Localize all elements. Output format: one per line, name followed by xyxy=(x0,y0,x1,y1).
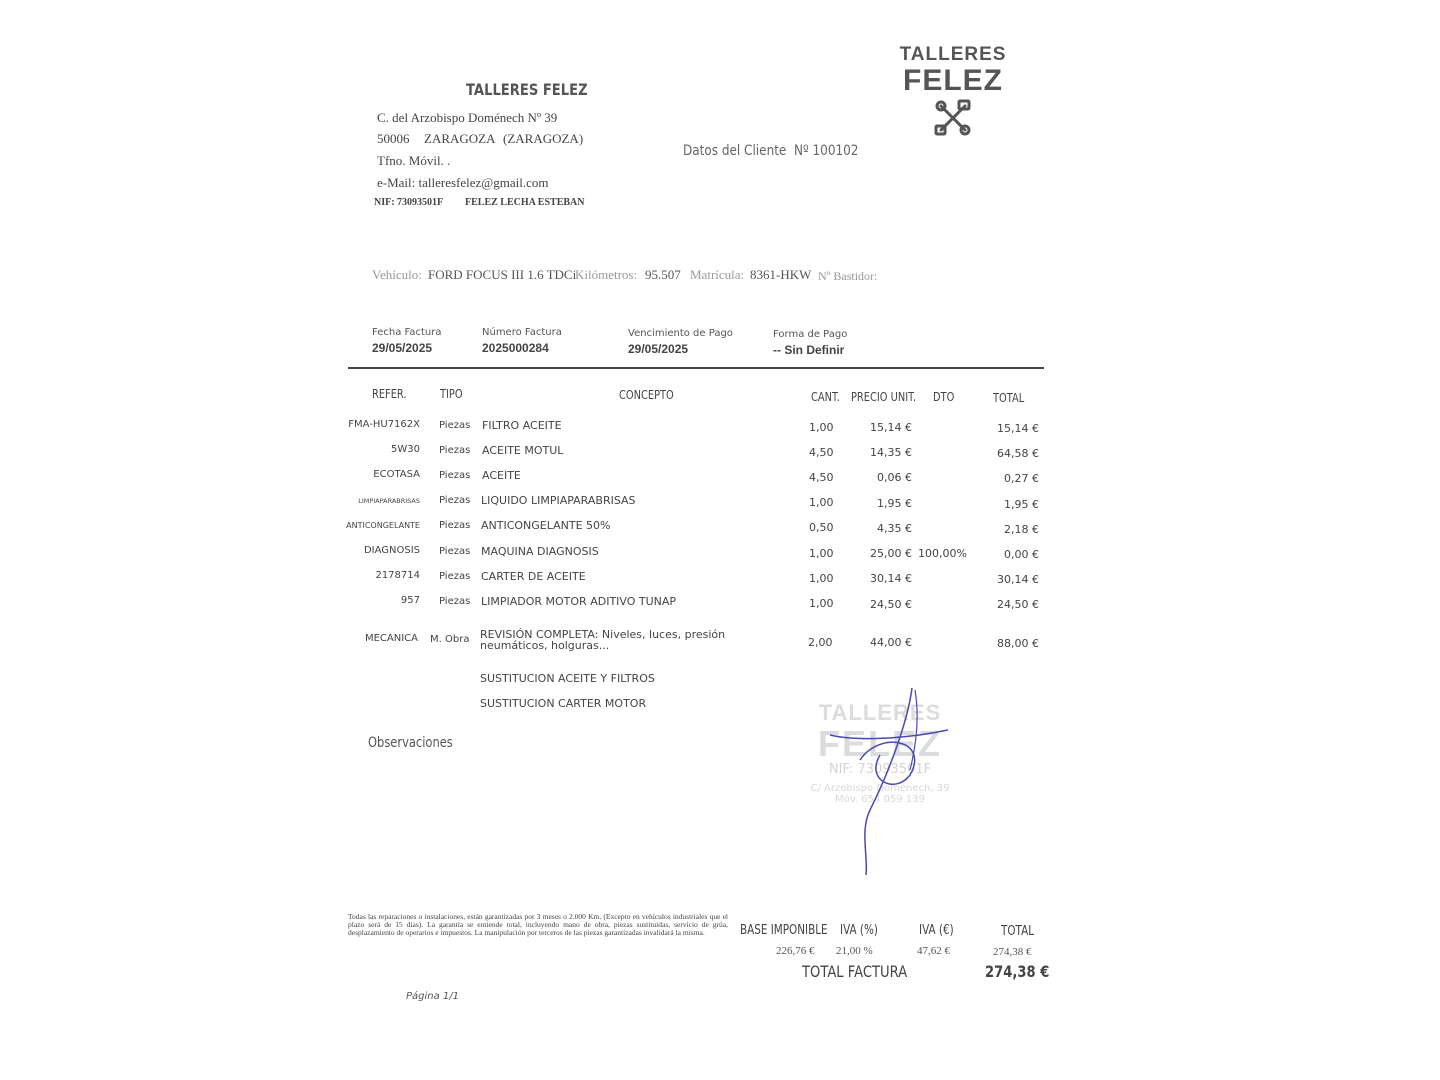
row-concepto: REVISIÓN COMPLETA: Niveles, luces, presión neumáticos, holguras... xyxy=(480,628,726,652)
row-total: 0,27 € xyxy=(1004,472,1039,485)
row-precio: 44,00 € xyxy=(870,636,912,649)
company-email: e-Mail: talleresfelez@gmail.com xyxy=(377,175,549,190)
due-date-value: 29/05/2025 xyxy=(628,342,689,356)
total-value: 274,38 € xyxy=(993,946,1032,958)
company-phone: Tfno. Móvil. . xyxy=(377,153,451,168)
row-cant: 1,00 xyxy=(809,597,834,610)
row-precio: 14,35 € xyxy=(870,446,912,459)
row-tipo: Piezas xyxy=(439,495,471,506)
col-header-total: TOTAL xyxy=(993,391,1025,405)
row-precio: 0,06 € xyxy=(877,471,912,484)
row-tipo: Piezas xyxy=(439,571,471,582)
iva-pct-label: IVA (%) xyxy=(840,923,878,938)
row-total: 0,00 € xyxy=(1004,548,1039,561)
row-cant: 4,50 xyxy=(809,446,834,459)
row-total: 64,58 € xyxy=(997,447,1039,460)
stamp-address: C/ Arzobispo Doménech, 39 xyxy=(810,783,950,794)
page-number: Página 1/1 xyxy=(406,991,460,1002)
company-nif: NIF: 73093501F xyxy=(374,197,444,208)
plate-value: 8361-HKW xyxy=(750,267,812,282)
base-value: 226,76 € xyxy=(776,945,815,957)
row-concepto: ACEITE MOTUL xyxy=(482,444,564,457)
logo-line2: FELEZ xyxy=(903,64,1003,97)
row-ref: DIAGNOSIS xyxy=(363,545,420,556)
row-precio: 15,14 € xyxy=(870,421,912,434)
row-total: 30,14 € xyxy=(997,573,1039,586)
note-line: SUSTITUCION ACEITE Y FILTROS xyxy=(480,672,655,685)
stamp-line1: TALLERES xyxy=(818,700,942,725)
col-header-tipo: TIPO xyxy=(440,387,463,401)
row-tipo: Piezas xyxy=(439,420,471,431)
due-date-label: Vencimiento de Pago xyxy=(628,328,733,339)
row-ref: LIMPIAPARABRISAS xyxy=(358,497,420,505)
row-precio: 1,95 € xyxy=(877,497,912,510)
wrench-piston-icon xyxy=(933,98,973,138)
row-tipo: Piezas xyxy=(439,520,471,531)
signature-icon xyxy=(820,680,960,880)
vin-label: Nº Bastidor: xyxy=(818,269,878,283)
iva-eur-value: 47,62 € xyxy=(917,945,950,957)
row-total: 15,14 € xyxy=(997,422,1039,435)
stamp-phone: Móv. 654 059 139 xyxy=(835,794,925,805)
client-label: Datos del Cliente xyxy=(683,143,787,159)
row-ref: 2178714 xyxy=(375,570,420,581)
col-header-dto: DTO xyxy=(933,390,955,404)
observations-label: Observaciones xyxy=(368,735,453,751)
vehicle-label: Vehículo: xyxy=(372,267,422,282)
row-ref: ECOTASA xyxy=(373,469,420,480)
row-concepto: CARTER DE ACEITE xyxy=(481,570,586,583)
row-tipo: Piezas xyxy=(439,445,471,456)
row-concepto: MAQUINA DIAGNOSIS xyxy=(481,545,599,558)
col-header-ref: REFER. xyxy=(372,387,407,401)
row-tipo: Piezas xyxy=(439,596,471,607)
row-precio: 4,35 € xyxy=(877,522,912,535)
iva-pct-value: 21,00 % xyxy=(836,945,873,957)
grand-total-label: TOTAL FACTURA xyxy=(802,962,908,981)
row-cant: 1,00 xyxy=(809,421,834,434)
row-concepto: ACEITE xyxy=(482,469,521,482)
warranty-text: Todas las reparaciones o instalaciones, están garantizadas por 3 meses o 2.000 Km. (Excepto en vehículos industriales que el plazo será de 15 días). La garantía se entiende total, incluyendo mano de obra, piezas sustituidas, servicio de grúa, desplazamiento de operarios e impuestos. La manipulación por terceros de las piezas garantizadas invalidará la misma. xyxy=(348,912,728,937)
plate-label: Matrícula: xyxy=(690,267,745,282)
row-ref: 5W30 xyxy=(391,444,420,455)
row-cant: 1,00 xyxy=(809,496,834,509)
payment-method-label: Forma de Pago xyxy=(773,329,848,340)
invoice-number-label: Número Factura xyxy=(482,327,562,338)
iva-eur-label: IVA (€) xyxy=(919,923,954,938)
row-cant: 0,50 xyxy=(809,521,834,534)
company-city: ZARAGOZA xyxy=(424,131,496,146)
row-ref: FMA-HU7162X xyxy=(348,419,420,430)
row-cant: 4,50 xyxy=(809,471,834,484)
stamp-nif: NIF: 73093501F xyxy=(828,762,932,777)
col-header-cant: CANT. xyxy=(811,390,840,404)
row-tipo: Piezas xyxy=(439,470,471,481)
invoice-date-value: 29/05/2025 xyxy=(372,341,433,355)
row-ref: ANTICONGELANTE xyxy=(346,521,420,530)
row-precio: 25,00 € xyxy=(870,547,912,560)
header-divider xyxy=(348,367,1044,369)
total-label: TOTAL xyxy=(1001,924,1034,939)
col-header-precio: PRECIO UNIT. xyxy=(851,390,917,404)
row-concepto: FILTRO ACEITE xyxy=(482,419,562,432)
client-number: Nº 100102 xyxy=(793,143,859,159)
invoice-number-value: 2025000284 xyxy=(482,341,549,355)
note-line: SUSTITUCION CARTER MOTOR xyxy=(480,697,647,710)
base-label: BASE IMPONIBLE xyxy=(740,923,828,938)
row-tipo: Piezas xyxy=(439,546,471,557)
km-value: 95.507 xyxy=(645,267,681,282)
company-province: (ZARAGOZA) xyxy=(503,131,584,146)
row-cant: 1,00 xyxy=(809,572,834,585)
company-logo xyxy=(885,44,1021,138)
row-total: 2,18 € xyxy=(1004,523,1039,536)
company-owner: FELEZ LECHA ESTEBAN xyxy=(465,197,585,208)
km-label: Kilómetros: xyxy=(575,267,638,282)
invoice-date-label: Fecha Factura xyxy=(372,327,442,338)
row-concepto: LIMPIADOR MOTOR ADITIVO TUNAP xyxy=(481,595,677,608)
company-postal-code: 50006 xyxy=(377,131,410,146)
row-cant: 2,00 xyxy=(808,636,833,649)
stamp-line2: FELEZ xyxy=(818,723,942,764)
row-tipo: M. Obra xyxy=(430,634,470,645)
row-total: 1,95 € xyxy=(1004,498,1039,511)
row-ref: 957 xyxy=(400,595,420,606)
row-total: 24,50 € xyxy=(997,598,1039,611)
row-ref: MECANICA xyxy=(364,633,418,644)
company-name: TALLERES FELEZ xyxy=(466,80,588,99)
grand-total-value: 274,38 € xyxy=(985,962,1050,981)
vehicle-value: FORD FOCUS III 1.6 TDCi xyxy=(428,267,577,282)
row-total: 88,00 € xyxy=(997,637,1039,650)
row-cant: 1,00 xyxy=(809,547,834,560)
row-concepto: ANTICONGELANTE 50% xyxy=(481,519,611,532)
company-address: C. del Arzobispo Doménech Nº 39 xyxy=(377,110,558,125)
logo-line1: TALLERES xyxy=(899,44,1007,65)
row-dto: 100,00% xyxy=(918,547,967,560)
payment-method-value: -- Sin Definir xyxy=(773,343,845,357)
col-header-concepto: CONCEPTO xyxy=(619,388,674,402)
row-precio: 30,14 € xyxy=(870,572,912,585)
row-concepto: LIQUIDO LIMPIAPARABRISAS xyxy=(481,494,636,507)
client-info xyxy=(683,143,858,159)
row-precio: 24,50 € xyxy=(870,598,912,611)
